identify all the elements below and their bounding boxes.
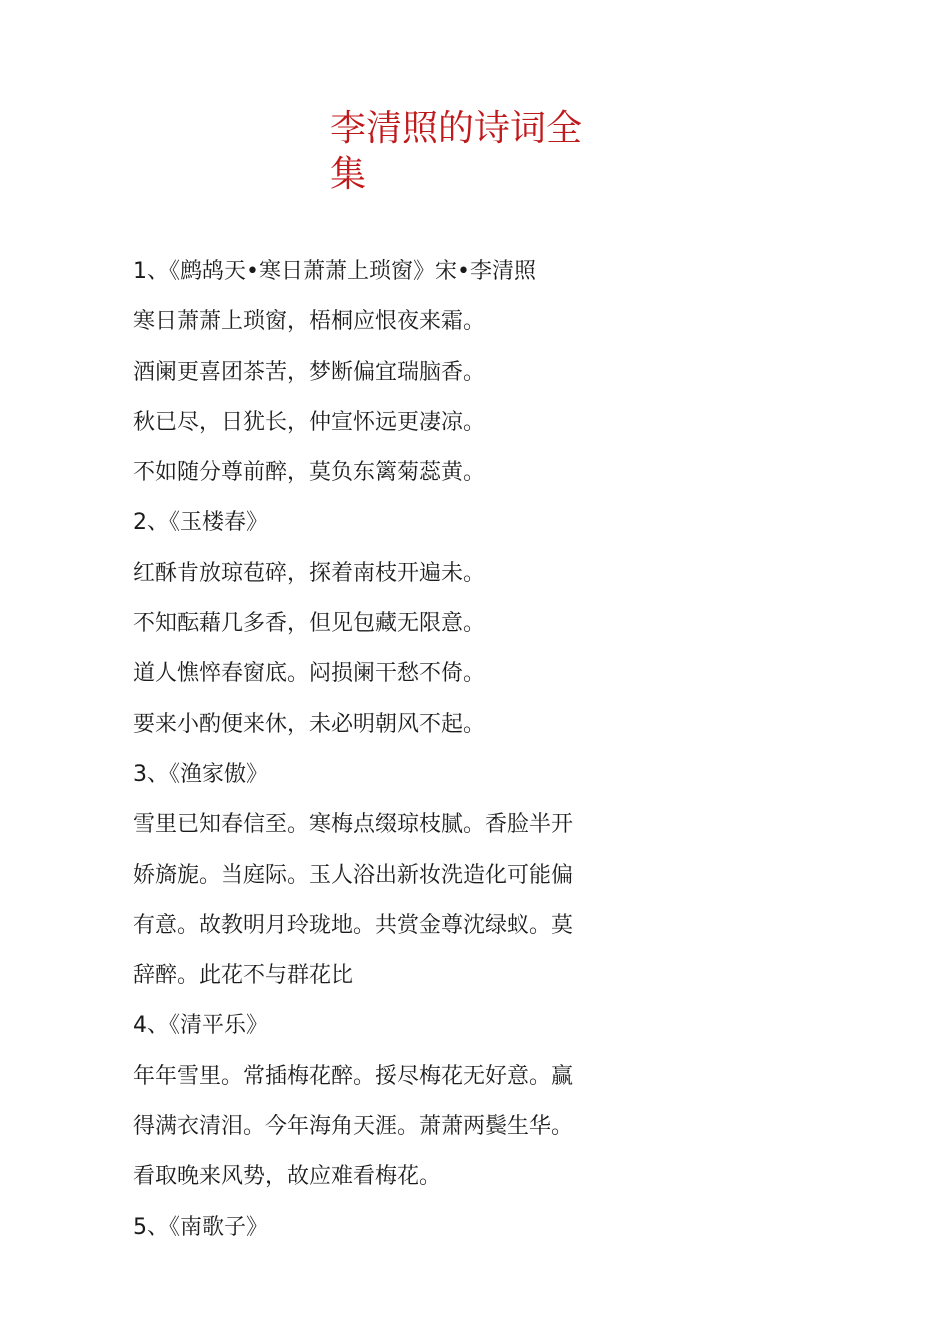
text-line: 红酥肯放琼苞碎，探着南枝开遍未。 (133, 560, 486, 586)
text-line: 寒日萧萧上琐窗，梧桐应恨夜来霜。 (133, 309, 486, 335)
text-line: 得满衣清泪。今年海角天涯。萧萧两鬓生华。 (133, 1114, 574, 1140)
document-title: 李清照的诗词全集 (330, 108, 583, 195)
text-line: 道人憔悴春窗底。闷损阑干愁不倚。 (133, 661, 486, 687)
text-line: 要来小酌便来休，未必明朝风不起。 (133, 711, 486, 737)
text-line: 雪里已知春信至。寒梅点缀琼枝腻。香脸半开 (133, 812, 574, 838)
text-line: 不知酝藉几多香，但见包藏无限意。 (133, 611, 486, 637)
text-line: 秋已尽，日犹长，仲宣怀远更凄凉。 (133, 409, 486, 435)
text-line: 1、《鹧鸪天•寒日萧萧上琐窗》宋•李清照 (133, 259, 536, 284)
text-line: 辞醉。此花不与群花比 (133, 963, 354, 989)
text-line: 酒阑更喜团茶苦，梦断偏宜瑞脑香。 (133, 359, 486, 385)
text-line: 不如随分尊前醉，莫负东篱菊蕊黄。 (133, 460, 486, 486)
text-line: 娇旖旎。当庭际。玉人浴出新妆洗造化可能偏 (133, 862, 574, 888)
text-line: 2、《玉楼春》 (133, 510, 268, 536)
text-line: 有意。故教明月玲珑地。共赏金尊沈绿蚁。莫 (133, 912, 574, 938)
text-line: 年年雪里。常插梅花醉。挼尽梅花无好意。赢 (133, 1063, 574, 1089)
text-line: 4、《清平乐》 (133, 1013, 268, 1039)
text-line: 3、《渔家傲》 (133, 761, 268, 787)
poem-text (133, 252, 613, 1258)
text-line: 5、《南歌子》 (133, 1214, 268, 1240)
text-line: 看取晚来风势，故应难看梅花。 (133, 1164, 442, 1190)
